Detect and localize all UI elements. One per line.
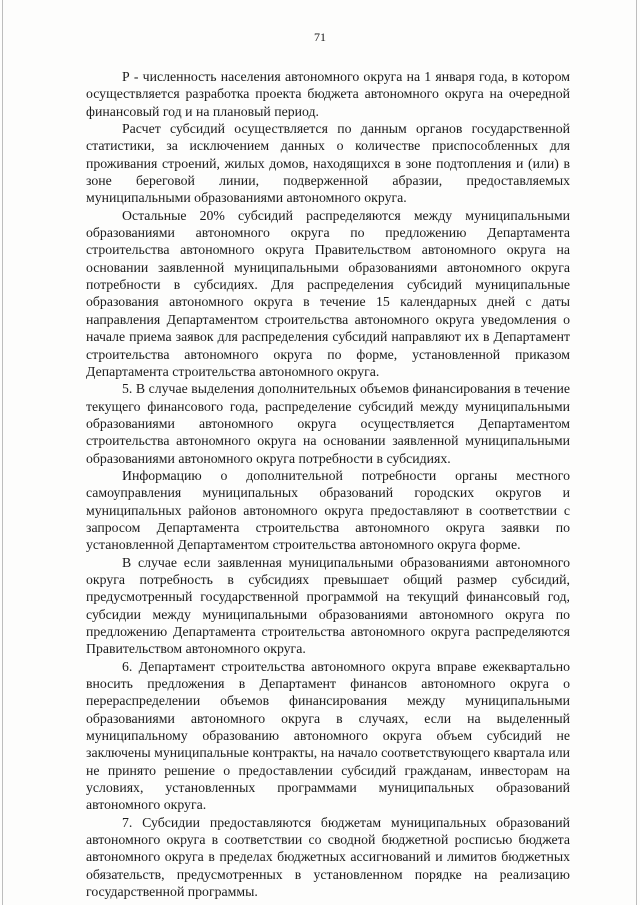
paragraph-remaining-subsidies: Остальные 20% субсидий распределяются между муниципальными образованиями автономного округа по предложению Департамента строительства автономного округа Правительством автономного округа на основании заявленной муниципальными образованиями автономного округа потребности в субсидиях. Для распределения субсидий муниципальные образования автономного округа в течение 15 календарных дней с даты направления Департаментом строительства автономного округа уведомления о начале приема заявок для распределения субсидий направляют их в Департамент строительства автономного округа по форме, установленной приказом Департамента строительства автономного округа. [86,207,570,379]
paragraph-item-7: 7. Субсидии предоставляются бюджетам муниципальных образований автономного округа в соответствии со сводной бюджетной росписью бюджета автономного округа в пределах бюджетных ассигнований и лимитов бюджетных обязательств, предусмотренных в установленном порядке на реализацию государственной программы. [86,814,570,900]
paragraph-item-5: 5. В случае выделения дополнительных объемов финансирования в течение текущего финансового года, распределение субсидий между муниципальными образованиями автономного округа осуществляется Департаментом строительства автономного округа на основании заявленной муниципальными образованиями автономного округа потребности в субсидиях. [86,381,570,466]
page-left-edge [2,0,3,905]
paragraph-item-6: 6. Департамент строительства автономного округа вправе ежеквартально вносить предложения в Департамент финансов автономного округа о перераспределении объемов финансирования между муниципальными образованиями автономного округа в случаях, если на выделенный муниципальному образованию автономного округа объем субсидий не заключены муниципальные контракты, на начало соответствующего квартала или не принято решение о предоставлении субсидий гражданам, инвесторам на условиях, установленных программами муниципальных образований автономного округа. [86,658,570,813]
document-body [86,68,570,901]
page-right-edge [636,0,637,905]
paragraph-excess-demand: В случае если заявленная муниципальными образованиями автономного округа потребность в субсидиях превышает общий размер субсидий, предусмотренный государственной программой на текущий финансовый год, субсидии между муниципальными образованиями автономного округа по предложению Департамента строительства автономного округа распределяются Правительством автономного округа. [86,554,570,657]
page-number: 71 [314,30,326,44]
paragraph-population-definition: Р - численность населения автономного округа на 1 января года, в котором осуществляется разработка проекта бюджета автономного округа на очередной финансовый год и на плановый период. [86,69,570,119]
paragraph-additional-need-info: Информацию о дополнительной потребности органы местного самоуправления муниципальных образований городских округов и муниципальных районов автономного округа предоставляют в соответствии с запросом Департамента строительства автономного округа заявки по установленной Департаментом строительства автономного округа форме. [86,467,570,553]
paragraph-subsidy-calculation: Расчет субсидий осуществляется по данным органов государственной статистики, за исключением данных о количестве приспособленных для проживания строений, жилых домов, находящихся в зоне подтопления и (или) в зоне береговой линии, подверженной абразии, предоставляемых муниципальными образованиями автономного округа. [86,121,570,206]
